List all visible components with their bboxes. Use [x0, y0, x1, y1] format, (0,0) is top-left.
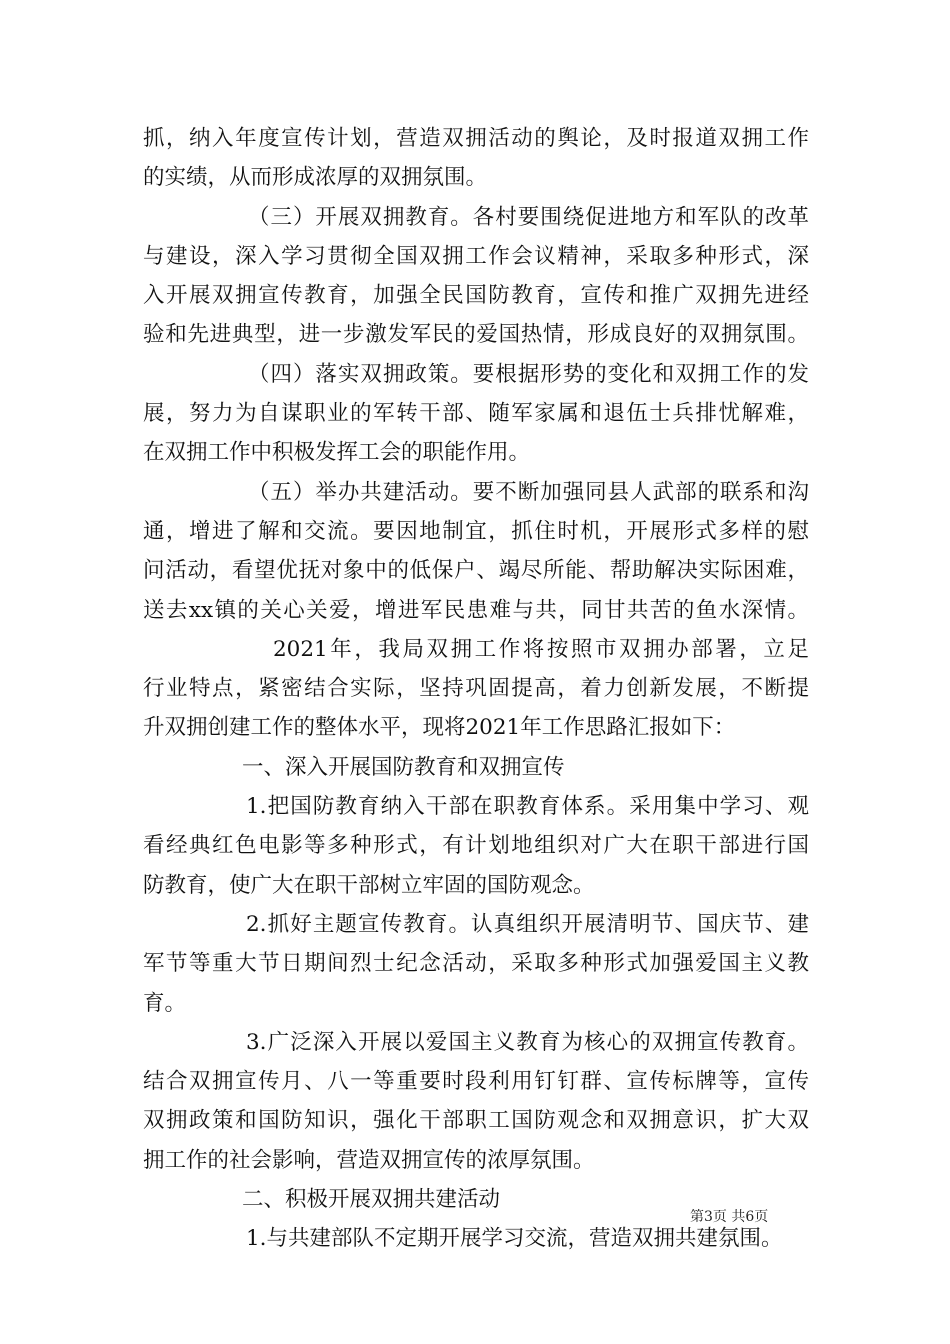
section-heading: 一、深入开展国防教育和双拥宣传	[242, 754, 565, 780]
text-line: 育。	[143, 990, 187, 1016]
text-line: 结合双拥宣传月、八一等重要时段利用钉钉群、宣传标牌等，宣传	[143, 1069, 809, 1095]
text-line: 通，增进了解和交流。要因地制宜，抓住时机，开展形式多样的慰	[143, 518, 809, 544]
text-line: 在双拥工作中积极发挥工会的职能作用。	[143, 440, 531, 466]
text-line: 升双拥创建工作的整体水平，现将2021年工作思路汇报如下：	[143, 715, 736, 741]
paragraph-first-line: 1.与共建部队不定期开展学习交流，营造双拥共建氛围。	[246, 1226, 783, 1252]
paragraph-first-line: 1.把国防教育纳入干部在职教育体系。采用集中学习、观	[246, 794, 809, 820]
text-line: 展，努力为自谋职业的军转干部、随军家属和退伍士兵排忧解难，	[143, 401, 809, 427]
section-heading: 二、积极开展双拥共建活动	[242, 1187, 501, 1213]
text-line: 的实绩，从而形成浓厚的双拥氛围。	[143, 165, 488, 191]
text-line: 双拥政策和国防知识，强化干部职工国防观念和双拥意识，扩大双	[143, 1108, 809, 1134]
paragraph-first-line: 2021年，我局双拥工作将按照市双拥办部署，立足	[273, 636, 809, 662]
paragraph-heading-line: （三）开展双拥教育。各村要围绕促进地方和军队的改革	[248, 204, 809, 230]
text-line: 入开展双拥宣传教育，加强全民国防教育，宣传和推广双拥先进经	[143, 283, 809, 309]
paragraph-heading-line: （四）落实双拥政策。要根据形势的变化和双拥工作的发	[248, 361, 809, 387]
text-line: 与建设，深入学习贯彻全国双拥工作会议精神，采取多种形式，深	[143, 243, 809, 269]
text-line: 防教育，使广大在职干部树立牢固的国防观念。	[143, 872, 595, 898]
page-number-footer: 第3页 共6页	[690, 1209, 769, 1225]
text-line: 行业特点，紧密结合实际，坚持巩固提高，着力创新发展，不断提	[143, 676, 809, 702]
text-line: 看经典红色电影等多种形式，有计划地组织对广大在职干部进行国	[143, 833, 809, 859]
paragraph-heading-line: （五）举办共建活动。要不断加强同县人武部的联系和沟	[248, 479, 809, 505]
text-line: 军节等重大节日期间烈士纪念活动，采取多种形式加强爱国主义教	[143, 951, 809, 977]
text-line: 拥工作的社会影响，营造双拥宣传的浓厚氛围。	[143, 1147, 595, 1173]
text-line: 抓，纳入年度宣传计划，营造双拥活动的舆论，及时报道双拥工作	[143, 126, 809, 151]
text-line: 问活动，看望优抚对象中的低保户、竭尽所能、帮助解决实际困难，	[143, 558, 809, 584]
paragraph-first-line: 2.抓好主题宣传教育。认真组织开展清明节、国庆节、建	[246, 911, 809, 937]
text-line: 送去xx镇的关心关爱，增进军民患难与共，同甘共苦的鱼水深情。	[143, 597, 809, 623]
document-body	[143, 119, 809, 1259]
text-line: 验和先进典型，进一步激发军民的爱国热情，形成良好的双拥氛围。	[143, 322, 809, 348]
paragraph-first-line: 3.广泛深入开展以爱国主义教育为核心的双拥宣传教育。	[246, 1029, 809, 1055]
